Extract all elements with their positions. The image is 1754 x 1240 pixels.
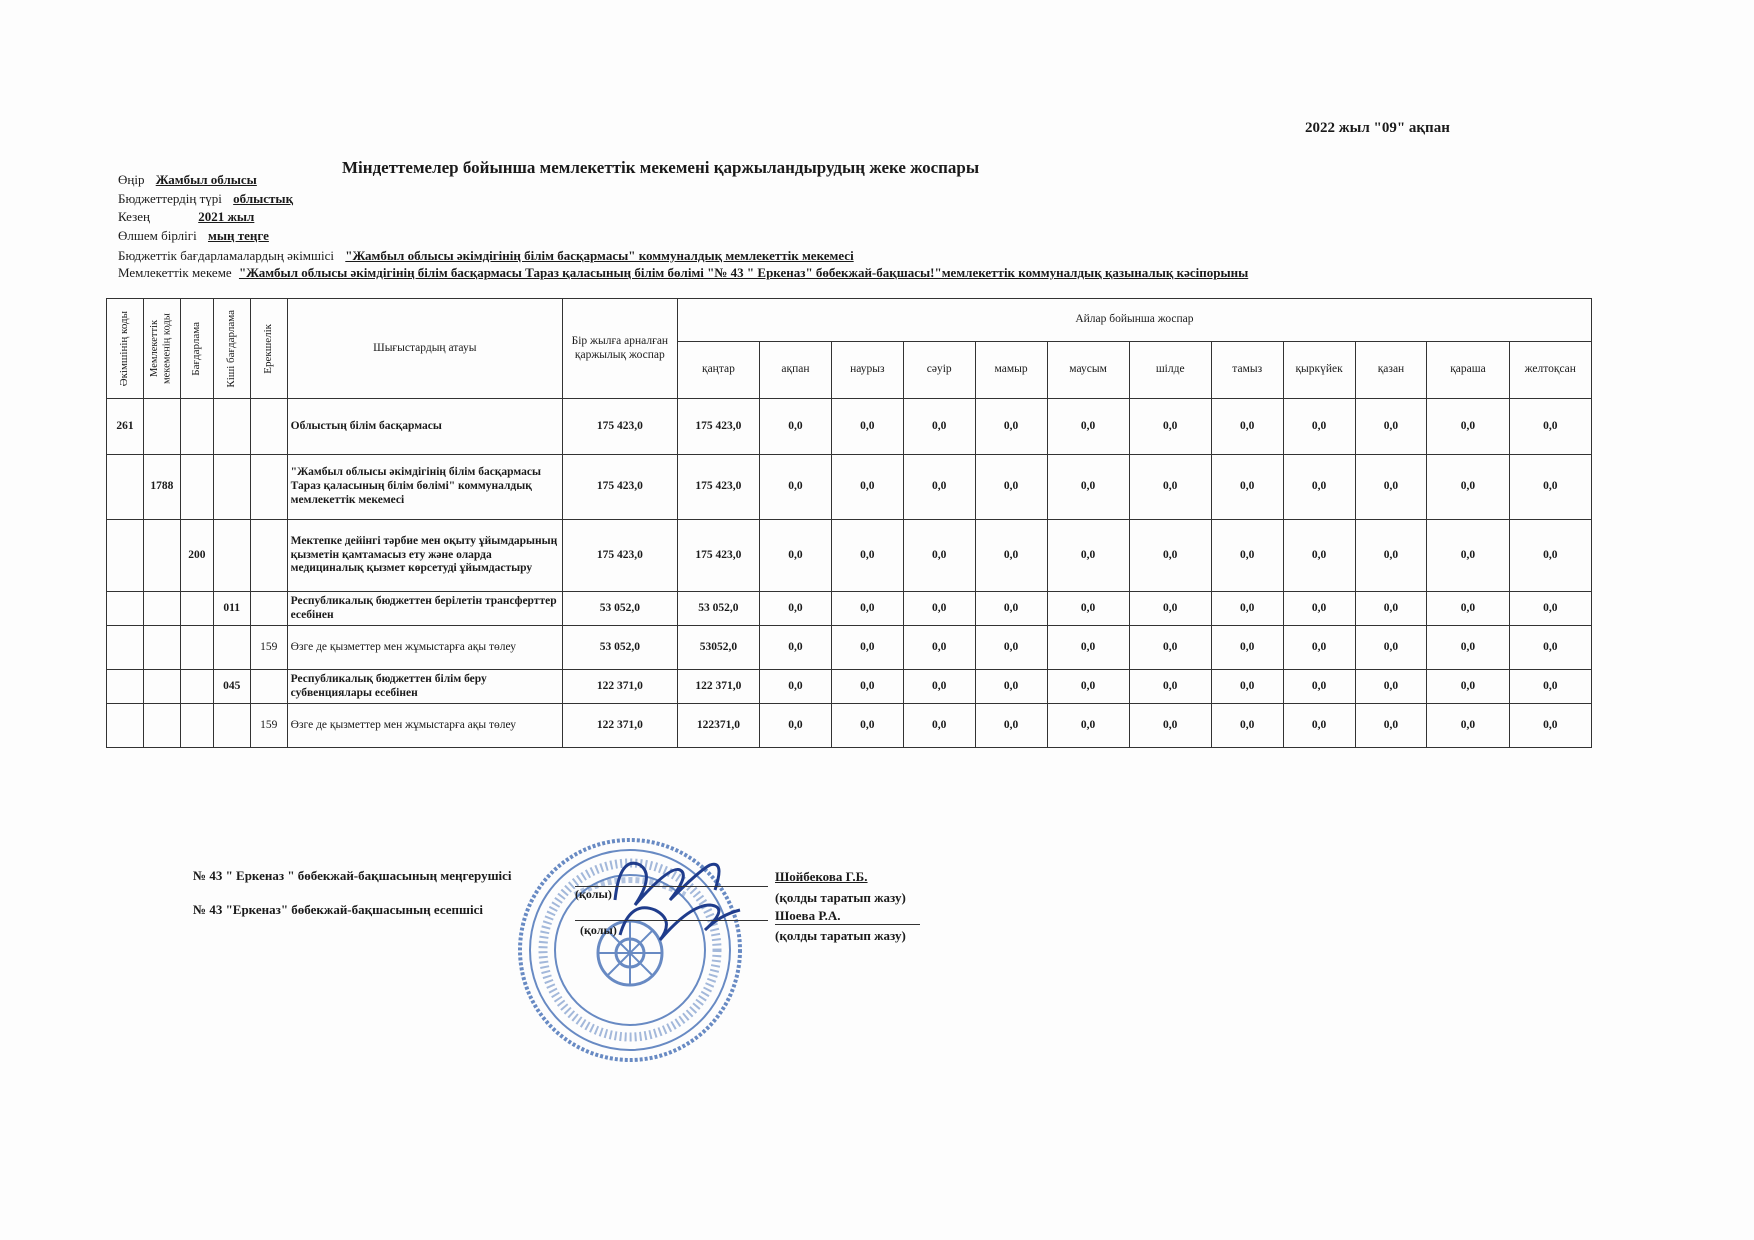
month-value-cell: 0,0 (1129, 455, 1211, 520)
specific-cell (250, 399, 287, 455)
month-value-cell: 0,0 (1283, 455, 1355, 520)
meta-admin-value: "Жамбыл облысы әкімдігінің білім басқармасы" коммуналдық мемлекеттік мекемесі (345, 248, 854, 263)
month-value-cell: 0,0 (1129, 704, 1211, 748)
month-header: шілде (1129, 342, 1211, 399)
program-cell (180, 626, 213, 670)
month-value-cell: 0,0 (903, 455, 975, 520)
month-value-cell: 0,0 (1129, 670, 1211, 704)
month-value-cell: 0,0 (1211, 520, 1283, 592)
expense-name-cell: Өзге де қызметтер мен жұмыстарға ақы төлеу (287, 704, 562, 748)
month-value-cell: 0,0 (903, 592, 975, 626)
month-value-cell: 53052,0 (677, 626, 759, 670)
table-row (107, 592, 1592, 626)
accountant-sign-hint: (қолы) (580, 923, 617, 937)
month-value-cell: 0,0 (975, 520, 1047, 592)
month-value-cell: 0,0 (975, 455, 1047, 520)
month-header: наурыз (831, 342, 903, 399)
subprogram-cell: 045 (213, 670, 250, 704)
month-header: мамыр (975, 342, 1047, 399)
month-value-cell: 122 371,0 (677, 670, 759, 704)
month-value-cell: 0,0 (760, 670, 832, 704)
month-value-cell: 0,0 (831, 399, 903, 455)
month-value-cell: 0,0 (1355, 626, 1427, 670)
month-value-cell: 0,0 (1509, 626, 1591, 670)
annual-plan-cell: 175 423,0 (562, 520, 677, 592)
annual-plan-cell: 122 371,0 (562, 704, 677, 748)
program-cell (180, 592, 213, 626)
month-value-cell: 175 423,0 (677, 399, 759, 455)
month-value-cell: 0,0 (1047, 455, 1129, 520)
month-value-cell: 0,0 (1427, 704, 1509, 748)
month-value-cell: 0,0 (903, 626, 975, 670)
month-value-cell: 0,0 (1047, 592, 1129, 626)
col-subprogram: Кіші бағдарлама (213, 299, 250, 399)
specific-cell (250, 592, 287, 626)
expense-name-cell: Республикалық бюджеттен білім беру субвенциялары есебінен (287, 670, 562, 704)
month-value-cell: 0,0 (831, 520, 903, 592)
accountant-signature-label: № 43 "Еркеназ" бөбекжай-бақшасының есепшісі (193, 902, 483, 917)
admin-code-cell (107, 626, 144, 670)
month-value-cell: 0,0 (1355, 455, 1427, 520)
signature-icon (600, 845, 750, 955)
program-cell (180, 670, 213, 704)
meta-period-label: Кезең (118, 209, 150, 224)
month-value-cell: 0,0 (1355, 520, 1427, 592)
admin-code-cell: 261 (107, 399, 144, 455)
head-name-hint: (қолды таратып жазу) (775, 890, 906, 905)
month-value-cell: 0,0 (1509, 399, 1591, 455)
specific-cell (250, 670, 287, 704)
month-value-cell: 0,0 (1283, 399, 1355, 455)
meta-institution-label: Мемлекеттік мекеме (118, 265, 232, 280)
expense-name-cell: Өзге де қызметтер мен жұмыстарға ақы төлеу (287, 626, 562, 670)
month-value-cell: 175 423,0 (677, 520, 759, 592)
program-cell (180, 455, 213, 520)
program-cell (180, 704, 213, 748)
month-value-cell: 0,0 (1509, 455, 1591, 520)
month-value-cell: 0,0 (903, 399, 975, 455)
month-header: сәуір (903, 342, 975, 399)
month-value-cell: 0,0 (1211, 399, 1283, 455)
head-sign-hint: (қолы) (575, 887, 612, 901)
month-value-cell: 0,0 (1427, 399, 1509, 455)
month-value-cell: 0,0 (1509, 704, 1591, 748)
accountant-signature-line (575, 920, 768, 921)
month-value-cell: 0,0 (1355, 670, 1427, 704)
document-title: Міндеттемелер бойынша мемлекеттік мекемені қаржыландырудың жеке жоспары (342, 158, 980, 177)
month-header: қазан (1355, 342, 1427, 399)
month-value-cell: 0,0 (1283, 626, 1355, 670)
annual-plan-cell: 53 052,0 (562, 626, 677, 670)
subprogram-cell (213, 704, 250, 748)
head-signature-label: № 43 " Еркеназ " бөбекжай-бақшасының меңгерушісі (193, 868, 512, 883)
month-value-cell: 0,0 (1211, 670, 1283, 704)
admin-code-cell (107, 670, 144, 704)
head-name: Шойбекова Г.Б. (775, 869, 868, 884)
institution-code-cell (143, 592, 180, 626)
month-value-cell: 0,0 (760, 399, 832, 455)
month-value-cell: 0,0 (1355, 704, 1427, 748)
month-value-cell: 0,0 (831, 592, 903, 626)
admin-code-cell (107, 704, 144, 748)
month-value-cell: 0,0 (831, 704, 903, 748)
month-header: желтоқсан (1509, 342, 1591, 399)
month-value-cell: 0,0 (1355, 399, 1427, 455)
month-value-cell: 0,0 (1129, 592, 1211, 626)
meta-institution-value: "Жамбыл облысы әкімдігінің білім басқармасы Тараз қаласының білім бөлімі "№ 43 " Еркеназ" бөбекжай-бақшасы!"мемлекеттік коммуналдық қазыналық кәсіпорыны (238, 265, 1249, 280)
month-value-cell: 0,0 (1047, 670, 1129, 704)
meta-unit (118, 228, 269, 244)
expense-name-cell: Мектепке дейінгі тәрбие мен оқыту ұйымдарының қызметін қамтамасыз ету және оларда медициналық қызмет көрсетуді ұйымдастыру (287, 520, 562, 592)
month-header: қараша (1427, 342, 1509, 399)
table-row (107, 455, 1592, 520)
meta-region-label: Өңір (118, 172, 145, 187)
month-value-cell: 53 052,0 (677, 592, 759, 626)
accountant-name-hint: (қолды таратып жазу) (775, 928, 906, 943)
financing-plan-table (106, 298, 1592, 748)
month-value-cell: 0,0 (1129, 626, 1211, 670)
meta-region-value: Жамбыл облысы (155, 172, 257, 187)
institution-code-cell (143, 399, 180, 455)
month-value-cell: 0,0 (760, 704, 832, 748)
month-value-cell: 0,0 (1129, 399, 1211, 455)
annual-plan-cell: 53 052,0 (562, 592, 677, 626)
col-expense-name: Шығыстардың атауы (287, 299, 562, 399)
subprogram-cell (213, 399, 250, 455)
month-header: ақпан (760, 342, 832, 399)
month-value-cell: 0,0 (975, 626, 1047, 670)
month-header: қаңтар (677, 342, 759, 399)
month-value-cell: 0,0 (1427, 592, 1509, 626)
meta-budget-value: облыстық (233, 191, 294, 206)
institution-code-cell (143, 704, 180, 748)
month-value-cell: 0,0 (975, 670, 1047, 704)
meta-unit-value: мың теңге (207, 228, 269, 243)
month-value-cell: 0,0 (831, 455, 903, 520)
table-row (107, 704, 1592, 748)
month-value-cell: 0,0 (903, 704, 975, 748)
accountant-name: Шоева Р.А. (775, 908, 920, 925)
month-value-cell: 0,0 (1129, 520, 1211, 592)
table-row (107, 399, 1592, 455)
subprogram-cell: 011 (213, 592, 250, 626)
meta-period-value: 2021 жыл (198, 209, 255, 224)
month-value-cell: 122371,0 (677, 704, 759, 748)
col-institution-code: Мемлекеттік мекеменің коды (143, 299, 180, 399)
col-monthly-plan: Айлар бойынша жоспар (677, 299, 1591, 342)
month-value-cell: 0,0 (1211, 455, 1283, 520)
col-specific: Ерекшелік (250, 299, 287, 399)
admin-code-cell (107, 455, 144, 520)
month-value-cell: 0,0 (1047, 626, 1129, 670)
annual-plan-cell: 175 423,0 (562, 455, 677, 520)
specific-cell (250, 455, 287, 520)
subprogram-cell (213, 455, 250, 520)
month-value-cell: 0,0 (1283, 670, 1355, 704)
month-value-cell: 0,0 (1283, 592, 1355, 626)
month-value-cell: 0,0 (975, 399, 1047, 455)
specific-cell: 159 (250, 704, 287, 748)
institution-code-cell: 1788 (143, 455, 180, 520)
month-value-cell: 0,0 (1211, 592, 1283, 626)
month-value-cell: 0,0 (1047, 520, 1129, 592)
meta-institution (118, 265, 1248, 281)
annual-plan-cell: 122 371,0 (562, 670, 677, 704)
month-header: тамыз (1211, 342, 1283, 399)
month-value-cell: 0,0 (1283, 520, 1355, 592)
program-cell (180, 399, 213, 455)
meta-admin-label: Бюджеттік бағдарламалардың әкімшісі (118, 248, 335, 263)
month-header: маусым (1047, 342, 1129, 399)
specific-cell: 159 (250, 626, 287, 670)
month-value-cell: 0,0 (1509, 520, 1591, 592)
month-value-cell: 0,0 (903, 520, 975, 592)
month-value-cell: 0,0 (1355, 592, 1427, 626)
expense-name-cell: Республикалық бюджеттен берілетін трансферттер есебінен (287, 592, 562, 626)
signature (600, 845, 750, 955)
annual-plan-cell: 175 423,0 (562, 399, 677, 455)
institution-code-cell (143, 626, 180, 670)
table-row (107, 626, 1592, 670)
specific-cell (250, 520, 287, 592)
col-program: Бағдарлама (180, 299, 213, 399)
meta-unit-label: Өлшем бірлігі (118, 228, 197, 243)
admin-code-cell (107, 592, 144, 626)
col-admin-code: Әкімшінің коды (107, 299, 144, 399)
month-value-cell: 0,0 (1509, 670, 1591, 704)
expense-name-cell: "Жамбыл облысы әкімдігінің білім басқармасы Тараз қаласының білім бөлімі" коммуналдық мемлекеттік мекемесі (287, 455, 562, 520)
meta-region (118, 172, 257, 188)
month-value-cell: 0,0 (1283, 704, 1355, 748)
month-value-cell: 0,0 (1427, 670, 1509, 704)
admin-code-cell (107, 520, 144, 592)
month-value-cell: 0,0 (1211, 626, 1283, 670)
month-value-cell: 0,0 (975, 592, 1047, 626)
month-value-cell: 0,0 (760, 592, 832, 626)
meta-period (118, 209, 254, 225)
month-value-cell: 0,0 (831, 626, 903, 670)
col-annual-plan: Бір жылға арналған қаржылық жоспар (562, 299, 677, 399)
month-value-cell: 0,0 (1427, 626, 1509, 670)
meta-budget-type (118, 191, 293, 207)
month-value-cell: 0,0 (760, 520, 832, 592)
month-value-cell: 0,0 (831, 670, 903, 704)
table-row (107, 670, 1592, 704)
program-cell: 200 (180, 520, 213, 592)
meta-program-admin (118, 248, 854, 264)
month-value-cell: 0,0 (1211, 704, 1283, 748)
institution-code-cell (143, 670, 180, 704)
subprogram-cell (213, 626, 250, 670)
institution-code-cell (143, 520, 180, 592)
document-date: 2022 жыл "09" ақпан (1305, 120, 1450, 136)
table-row (107, 520, 1592, 592)
month-header: қыркүйек (1283, 342, 1355, 399)
month-value-cell: 0,0 (975, 704, 1047, 748)
meta-budget-label: Бюджеттердің түрі (118, 191, 222, 206)
month-value-cell: 0,0 (903, 670, 975, 704)
month-value-cell: 0,0 (1047, 704, 1129, 748)
month-value-cell: 0,0 (760, 626, 832, 670)
month-value-cell: 0,0 (1427, 455, 1509, 520)
month-value-cell: 0,0 (1427, 520, 1509, 592)
month-value-cell: 0,0 (1047, 399, 1129, 455)
month-value-cell: 175 423,0 (677, 455, 759, 520)
month-value-cell: 0,0 (1509, 592, 1591, 626)
table-header-row (107, 299, 1592, 342)
subprogram-cell (213, 520, 250, 592)
expense-name-cell: Облыстың білім басқармасы (287, 399, 562, 455)
month-value-cell: 0,0 (760, 455, 832, 520)
